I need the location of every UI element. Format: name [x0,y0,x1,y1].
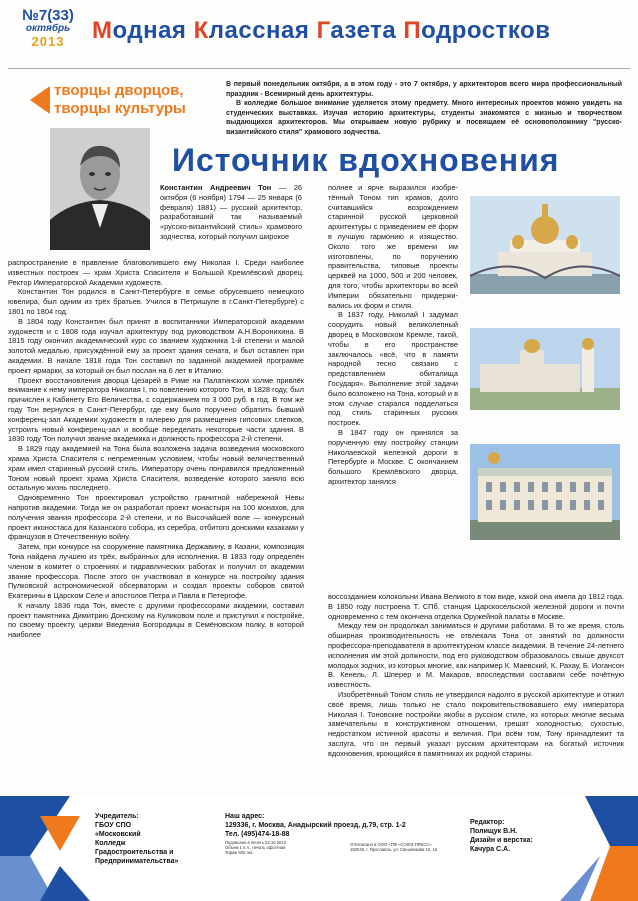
article-paragraph: Одновременно Тон проектировал устройство гранитной набережной Невы напротив академии. Тогда же он разработал проект монастыря на 100 монахов, для получения звания профессора 2-й степени, и по Высочайшей воле — конкурсный проект иконостаса для Казанского собора, из серебра, отбитого донскими казаками у французов в Отечественную войну. [8,493,304,542]
founder-line-3: Колледж [95,840,126,847]
article-column-intro [160,183,302,242]
arrow-left-icon [30,86,50,114]
founder-line-4: Градостроительства и [95,849,174,856]
masthead-divider [8,68,630,69]
phone-value: Тел. (495)474-18-88 [225,831,290,838]
article-column-bottom [328,592,624,782]
architect-name: Константин Андреевич Тон [160,183,272,192]
title-text-part: азета [330,17,404,44]
editor-name: Полищук В.Н. [470,828,518,835]
designer-name: Качура С.А. [470,846,511,853]
print-info-line-1: Подписано в печать 23.10.2013 [225,840,287,845]
issue-year: 2013 [31,34,65,49]
article-lead-text: — 26 октября (6 ноября) 1794 — 25 января (6 февраля) 1881) — русский архитектор, разработавший так называемый «русско-византийский стиль» храмового зодчества, который получил широкое [160,183,302,241]
title-capital-letter: М [92,17,113,44]
article-paragraph: Проект восстановления дворца Цезарей в Риме на Палатинском холме привлёк внимание к нему императора Николая I, по повелению которого Тон, в 1828 году, был причислен к Кабинету Его Величества, с содержанием по 3 000 руб. в год. В том же году Тон вернулся в Санкт-Петербург, где ему было поручено обратить бывший конференц-зал Академии художеств в галерею для размещения гипсовых слепков, устроить новый конференц-зал и вообще переделать некоторые части здания. В 1830 году Тон получил звание академика и должность профессора 2-й степени. [8,375,304,444]
print-info-line-2: Объем 1 п.л., печать офсетная [225,845,286,851]
intro-paragraph [226,80,622,138]
article-paragraph: В 1837 году, Николай I задумал соорудить новый великолепный дворец в Московском Кремле, такой, чтобы в его пространстве заключалось «всё, что в памяти народной тесно связано с представлением обиталища Государя». Выполнение этой задачи было возложено на Тона, который и в этом случае старался подделаться под стиль старинных русских построек. [328,310,458,428]
founder-line-2: «Московский [95,831,141,838]
issue-badge [8,8,88,48]
title-text-part: одростков [421,17,551,44]
article-paragraph: полнее и ярче выразился изобретённый Тоном тип храмов, долго считавшийся возрождением старинной русской церковной архитектуры с приведением её форм в лучшую гармонию и изящество. Около того же времени им изготовлены, по поручению правительства, типовые проекты церквей на 1000, 500 и 200 человек, для того, чтобы архитекторы во всей Империи обязательно придерживались их форм и стиля. [328,183,458,310]
footer-printer-info [350,842,470,852]
title-text-part: одная [112,17,194,44]
footer [0,796,638,901]
section-tag-line-2: творцы культуры [54,100,186,117]
article-paragraph: В 1829 году академией на Тона была возложена задача возведения московского храма Христа Спасителя с непременным условием, чтобы новый величественный храм имел старинный русский стиль. Императору очень понравился предложенный Тоном новый проект храма Христа Спасителя, возведение которого заняло всю остальную жизнь последнего. [8,444,304,493]
printer-info-line-1: Отпечатано в ООО «ПФ «СОЮЗ-ПРЕСС» [350,842,432,847]
article-paragraph: К началу 1836 года Тон, вместе с другими профессорами академии, составил проект памятника Димитрию Донскому на Куликовом поле и приступил к постройке, по своему проекту, церкви Введения Богородицы в Семёновском полку, в которой наиболее [8,600,304,640]
footer-print-info [225,840,335,856]
issue-number: №7(33) [22,7,74,24]
founder-line-5: Предпринимательства» [95,858,179,865]
article-paragraph: распространение в правление благоволившего ему Николая I. Среди наиболее известных построек — храм Христа Спасителя и Большой Кремлёвский дворец. Ректор Императорской Академии художеств. [8,258,304,287]
article-headline: Источник вдохновения [172,142,560,178]
newspaper-title [92,17,550,45]
title-capital-letter: К [193,17,209,44]
article-paragraph: Изобретённый Тоном стиль не утвердился надолго в русской архитектуре и отжил своё время, лишь только не стало покровительствовавшего ему императора Николая I. Тоновские постройки якобы в русском стиле, из которых многие весьма замечательны в конструктивном отношении, грешат холодностью, сухостью, недостатком истинной красоты и величия. При всём том, Тону принадлежит та заслуга, что он первый указал русским архитекторам на богатый источник вдохновения, кроющийся в памятниках их родной старины. [328,689,624,758]
article-paragraph: В 1847 году он принялся за порученную ему постройку станции Николаевской железной дороги в Петербурге и Москве. С окончанием большого Кремлёвского дворца, архитектор занялся [328,427,458,486]
founder-label: Учредитель: [95,813,139,820]
issue-month: октябрь [25,23,71,34]
grand-palace-photo [470,444,620,540]
footer-editor [470,818,580,854]
footer-founder [95,812,215,866]
section-tag [30,82,215,122]
printer-info-line-2: 150049, г. Ярославль, ул. Свешникова 10, 16 [350,847,438,853]
title-capital-letter: Г [316,17,331,44]
article-column-left [8,258,304,782]
title-capital-letter: П [403,17,422,44]
article-column-right [328,183,458,588]
editor-label: Редактор: [470,819,505,826]
address-label: Наш адрес: [225,813,265,820]
footer-address [225,812,475,839]
intro-line-2: В колледже большое внимание уделяется этому предмету. Много интересных проектов можно увидеть на студенческих выставках. Изучая историю архитектуры, студенты знакомятся с жизнью и творчеством выдающихся архитекторов. Мы открываем новую рубрику и посвящаем её основоположнику "русско-византийского стиля" храмового зодчества. [226,100,622,136]
cathedral-photo [470,196,620,294]
article-paragraph: воссозданием колокольни Ивана Великого в том виде, какой она имела до 1812 года. В 1850 году построена Т. СПб. станция Царскосельской железной дороги и почти одновременно с тем окончена отделка Оружейной палаты в Москве. [328,592,624,621]
article-paragraph: Константин Тон родился в Санкт-Петербурге в семье обрусевшего немецкого ювелира, был одним из трёх братьев. Учился в Петришуле в г.Санкт-Петербурге) с 1801 по 1804 год. [8,287,304,316]
article-paragraph: Затем, при конкурсе на сооружение памятника Державину, в Казани, композиция Тона найдена лучшею из трёх, выбранных для исполнения. В 1833 году определён членом в комитет о строениях и гидравлических работах и получил от академии звание профессора. После этого он участвовал в конкурсе на постройку здания Пулковской астрономической обсерватории и создал проекты соборов святой Екатерины в Царском Селе и апостолов Петра и Павла в Петергофе. [8,542,304,601]
section-tag-line-1: творцы дворцов, [54,82,184,99]
print-info-line-3: Тираж 500 экз. [225,850,254,856]
address-value: 129336, г. Москва, Анадырский проезд, д.79, стр. 1-2 [225,822,406,829]
founder-line-1: ГБОУ СПО [95,822,132,829]
kremlin-palace-photo [470,328,620,410]
design-label: Дизайн и верстка: [470,837,533,844]
title-text-part: лассная [208,17,317,44]
article-paragraph: Между тем он продолжал заниматься и другими работами. В то же время, столь обширная производительность не отвлекала Тона от занятий по должности профессора-преподавателя в архитектурном классе академии. В течение 24-летнего исполнения им этой должности, под его руководством образовалось свыше двухсот молодых зодчих, из которых многие, как например К. Маевский, К. Рахау, Б. Иогансон В. Кенель, Л. Шперер и М. Макаров, впоследствии составили себе почётную известность. [328,621,624,690]
article-paragraph: В 1804 году Константин был принят в воспитанники Императорской академии художеств и с 1808 года изучал архитектуру под руководством А.Н.Воронихина. В 1815 году окончил академический курс со званием художника 1-й степени и малой золотой медалью, присуждённой ему за проект здания сената, и был оставлен при академии. В начале 1818 года Тон составил по заданной академией программе проект ярмарки, за который он был послан на 6 лет в Италию. [8,316,304,375]
intro-line-1: В первый понедельник октября, а в этом году - это 7 октября, у архитекторов всего мира профессиональный праздник - Всемирный день архитектуры. [226,81,622,98]
portrait-image [50,128,150,250]
